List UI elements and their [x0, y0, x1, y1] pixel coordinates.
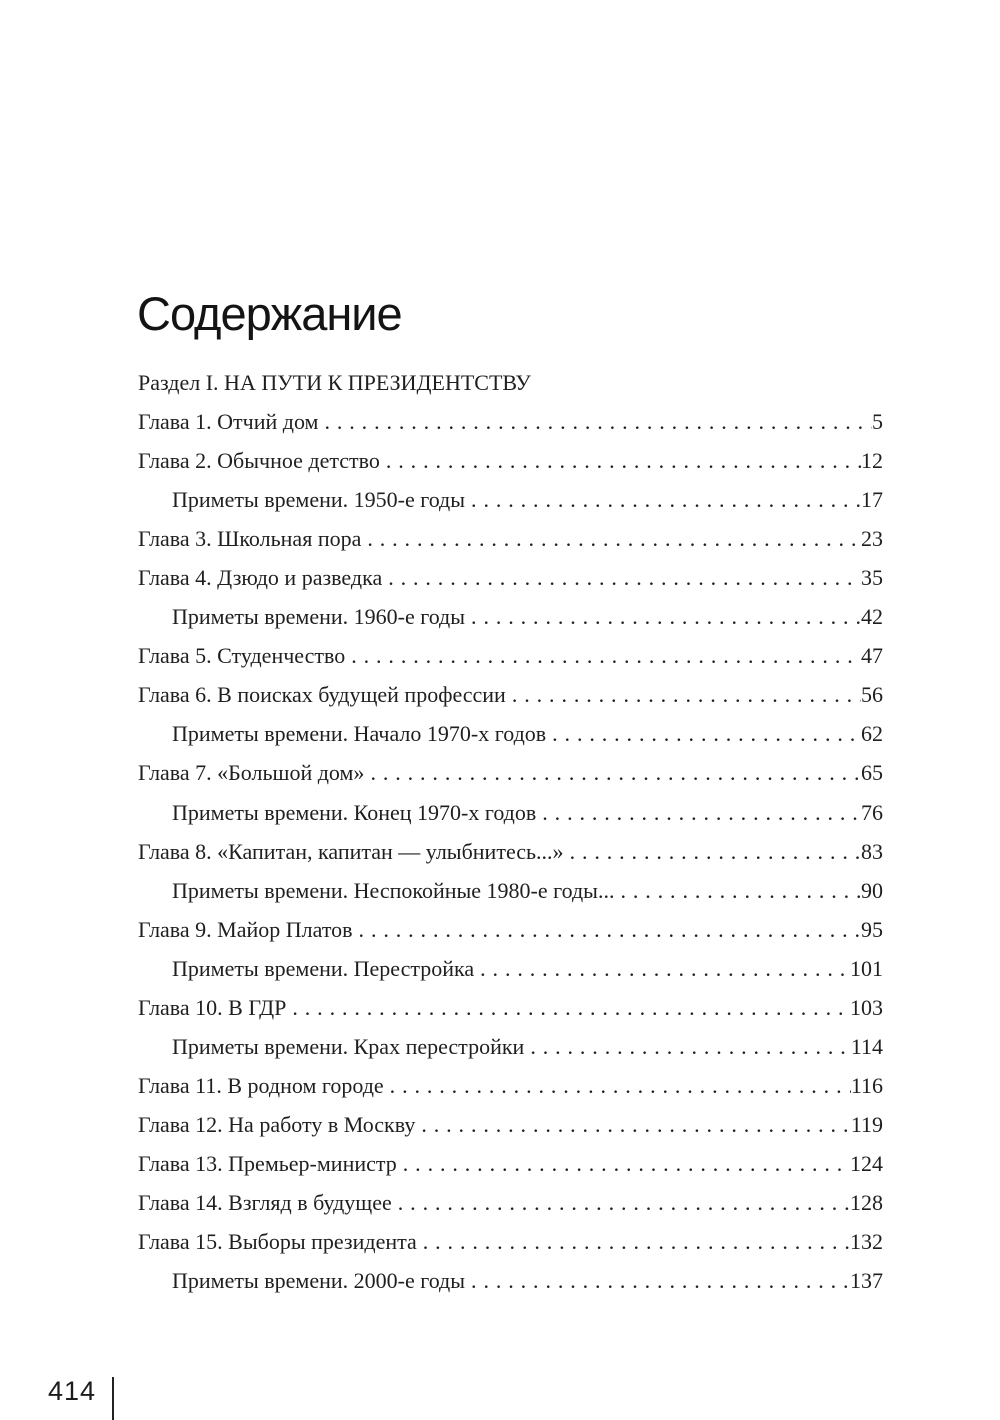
dot-leader [465, 1261, 850, 1300]
dot-leader [465, 597, 861, 636]
toc-entries [138, 402, 883, 1300]
dot-leader [345, 636, 861, 675]
toc-entry [138, 714, 883, 753]
toc-entry [138, 597, 883, 636]
toc-entry-label: Приметы времени. Крах перестройки [172, 1033, 525, 1059]
toc-entry [138, 1222, 883, 1261]
table-of-contents [138, 363, 883, 1300]
dot-leader [417, 1222, 850, 1261]
dot-leader [546, 714, 861, 753]
toc-entry-label: Глава 15. Выборы президента [138, 1229, 417, 1255]
toc-entry-label: Приметы времени. 1950-е годы [172, 487, 466, 513]
toc-entry-page: 103 [850, 994, 883, 1020]
toc-entry-label: Приметы времени. 2000-е годы [172, 1268, 466, 1294]
toc-entry-label: Глава 6. В поисках будущей профессии [138, 682, 506, 708]
toc-entry-page: 65 [861, 760, 883, 786]
toc-entry-label: Глава 4. Дзюдо и разведка [138, 565, 383, 591]
toc-entry-page: 35 [861, 565, 883, 591]
toc-entry [138, 871, 883, 910]
dot-leader [474, 949, 850, 988]
toc-entry-label: Приметы времени. Перестройка [172, 955, 475, 981]
toc-entry-page: 128 [850, 1189, 883, 1215]
toc-entry-page: 124 [850, 1150, 883, 1176]
dot-leader [286, 988, 850, 1027]
toc-entry-label: Приметы времени. Начало 1970-х годов [172, 721, 547, 747]
toc-entry [138, 1261, 883, 1300]
dot-leader [614, 871, 861, 910]
toc-entry-label: Приметы времени. Конец 1970-х годов [172, 799, 537, 825]
dot-leader [465, 480, 861, 519]
toc-entry-label: Глава 1. Отчий дом [138, 409, 319, 435]
toc-entry-page: 114 [850, 1033, 883, 1059]
toc-entry-label: Глава 12. На работу в Москву [138, 1111, 416, 1137]
dot-leader [382, 558, 861, 597]
dot-leader [397, 1144, 850, 1183]
toc-entry-label: Глава 5. Студенчество [138, 643, 346, 669]
toc-entry [138, 519, 883, 558]
toc-entry [138, 675, 883, 714]
dot-leader [364, 753, 861, 792]
toc-entry-page: 56 [861, 682, 883, 708]
dot-leader [506, 675, 861, 714]
toc-entry-page: 5 [872, 409, 883, 435]
toc-entry [138, 441, 883, 480]
toc-entry-page: 83 [861, 838, 883, 864]
toc-entry [138, 558, 883, 597]
dot-leader [318, 402, 872, 441]
toc-entry-page: 95 [861, 916, 883, 942]
folio-divider-rule [112, 1377, 114, 1420]
toc-entry-label: Глава 11. В родном городе [138, 1072, 384, 1098]
toc-entry [138, 949, 883, 988]
toc-entry-page: 12 [861, 448, 883, 474]
toc-entry [138, 1183, 883, 1222]
toc-entry-label: Глава 9. Майор Платов [138, 916, 353, 942]
toc-entry-page: 132 [850, 1229, 883, 1255]
toc-entry-page: 90 [861, 877, 883, 903]
toc-entry-page: 116 [850, 1072, 883, 1098]
dot-leader [415, 1105, 850, 1144]
toc-entry-label: Глава 13. Премьер-министр [138, 1150, 397, 1176]
dot-leader [564, 832, 861, 871]
dot-leader [380, 441, 861, 480]
toc-entry [138, 480, 883, 519]
toc-entry [138, 832, 883, 871]
toc-entry-page: 17 [861, 487, 883, 513]
dot-leader [361, 519, 861, 558]
toc-entry-label: Глава 10. В ГДР [138, 994, 287, 1020]
toc-entry [138, 910, 883, 949]
toc-entry [138, 1105, 883, 1144]
toc-entry-page: 23 [861, 526, 883, 552]
toc-entry [138, 1066, 883, 1105]
toc-entry-page: 62 [861, 721, 883, 747]
toc-entry-page: 76 [861, 799, 883, 825]
toc-entry-label: Глава 2. Обычное детство [138, 448, 380, 474]
toc-entry-page: 42 [861, 604, 883, 630]
dot-leader [524, 1027, 851, 1066]
toc-entry-label: Приметы времени. 1960-е годы [172, 604, 466, 630]
dot-leader [392, 1183, 850, 1222]
toc-entry-label: Глава 3. Школьная пора [138, 526, 362, 552]
dot-leader [353, 910, 861, 949]
toc-entry [138, 402, 883, 441]
toc-entry [138, 793, 883, 832]
toc-entry-page: 47 [861, 643, 883, 669]
folio-page-number: 414 [48, 1376, 97, 1406]
toc-entry [138, 1144, 883, 1183]
toc-entry-label: Глава 14. Взгляд в будущее [138, 1189, 392, 1215]
dot-leader [536, 793, 861, 832]
toc-entry-page: 119 [850, 1111, 883, 1137]
toc-entry-page: 101 [850, 955, 883, 981]
toc-entry [138, 1027, 883, 1066]
toc-entry-page: 137 [850, 1268, 883, 1294]
toc-entry-label: Глава 7. «Большой дом» [138, 760, 365, 786]
toc-entry-label: Глава 8. «Капитан, капитан — улыбнитесь...» [138, 838, 564, 864]
toc-entry [138, 636, 883, 675]
toc-entry [138, 753, 883, 792]
toc-entry [138, 988, 883, 1027]
dot-leader [384, 1066, 851, 1105]
toc-entry-label: Приметы времени. Неспокойные 1980-е годы... [172, 877, 615, 903]
page-title: Содержание [137, 287, 402, 340]
toc-section-header: Раздел I. НА ПУТИ К ПРЕЗИДЕНТСТВУ [138, 370, 531, 395]
